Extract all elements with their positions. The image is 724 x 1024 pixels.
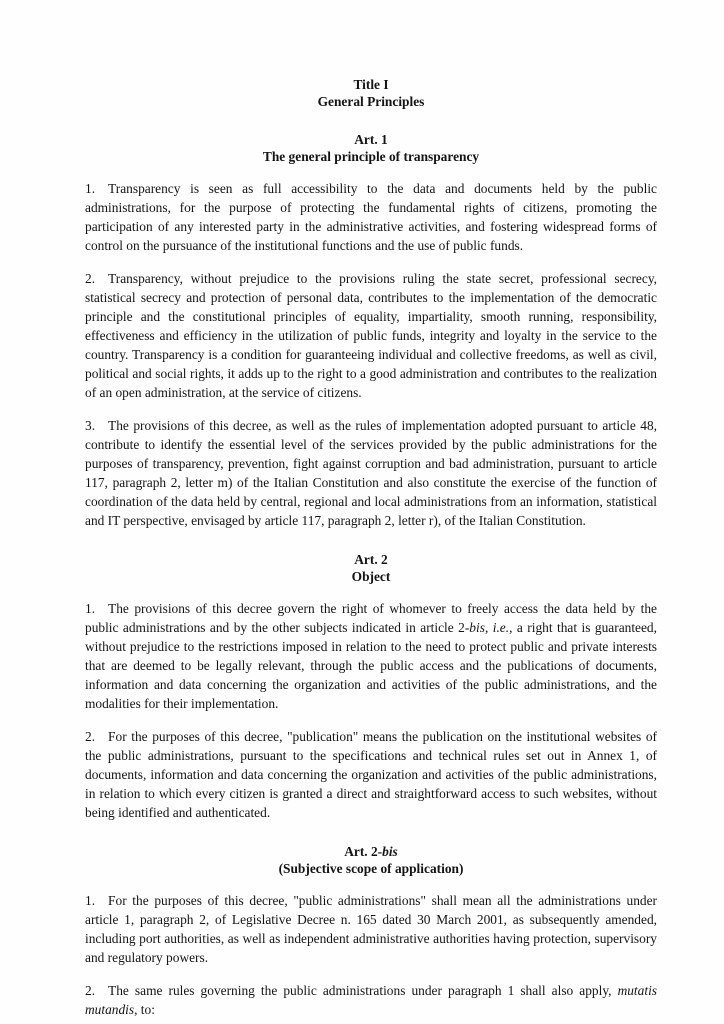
article-2bis-heading — [85, 843, 657, 877]
paragraph-number: 1. — [85, 181, 96, 196]
article-2-paragraph-1 — [85, 599, 657, 713]
paragraph-text: For the purposes of this decree, "public administrations" shall mean all the administrations under article 1, paragraph 2, of Legislative Decree n. 165 dated 30 March 2001, as subsequently amended, including port authorities, as well as independent administrative authorities having protection, supervisory and regulatory powers. — [85, 893, 657, 965]
article-2bis-title: (Subjective scope of application) — [278, 861, 464, 876]
paragraph-number: 3. — [85, 418, 96, 433]
article-2bis-paragraph-1 — [85, 891, 657, 967]
doc-title: Title I — [353, 77, 389, 92]
paragraph-number: 1. — [85, 601, 96, 616]
paragraph-number: 2. — [85, 271, 96, 286]
article-2-heading — [85, 551, 657, 585]
article-2-paragraph-2 — [85, 727, 657, 822]
title-block — [85, 76, 657, 110]
paragraph-number: 2. — [85, 983, 96, 998]
article-1-paragraph-2 — [85, 269, 657, 402]
paragraph-text: The provisions of this decree govern the right of whomever to freely access the data held by the public administrations and by the other subjects indicated in article 2-bis, i.e., a right that is guaranteed, without prejudice to the restrictions imposed in relation to the need to protect public and private interests that are deemed to be legally relevant, through the public access and the publications of documents, information and data concerning the organization and activities of the public administrations, and the modalities for their implementation. — [85, 601, 657, 711]
article-1-heading — [85, 131, 657, 165]
article-2-title: Object — [351, 569, 391, 584]
article-2bis-number: Art. 2-bis — [344, 844, 398, 859]
paragraph-text: Transparency, without prejudice to the provisions ruling the state secret, professional secrecy, statistical secrecy and protection of personal data, contributes to the implementation of the democratic principle and the constitutional principles of equality, impartiality, smooth running, responsibility, effectiveness and efficiency in the utilization of public funds, integrity and loyalty in the service to the country. Transparency is a condition for guaranteeing individual and collective freedoms, as well as civil, political and social rights, it adds up to the right to a good administration and contributes to the realization of an open administration, at the service of citizens. — [85, 271, 657, 400]
paragraph-text: The same rules governing the public administrations under paragraph 1 shall also apply, mutatis mutandis, to: — [85, 983, 657, 1017]
paragraph-text: For the purposes of this decree, "publication" means the publication on the institutional websites of the public administrations, pursuant to the specifications and technical rules set out in Annex 1, of documents, information and data concerning the organization and activities of the public administrations, in relation to which every citizen is granted a direct and straightforward access to such websites, without being identified and authenticated. — [85, 729, 657, 820]
paragraph-number: 1. — [85, 893, 96, 908]
article-2bis-paragraph-2 — [85, 981, 657, 1019]
article-1-paragraph-3 — [85, 416, 657, 530]
article-1-title: The general principle of transparency — [262, 149, 480, 164]
paragraph-text: The provisions of this decree, as well as the rules of implementation adopted pursuant to article 48, contribute to identify the essential level of the services provided by the public administrations for the purposes of transparency, prevention, fight against corruption and bad administration, pursuant to article 117, paragraph 2, letter m) of the Italian Constitution and also constitute the exercise of the function of coordination of the data held by central, regional and local administrations from an information, statistical and IT perspective, envisaged by article 117, paragraph 2, letter r), of the Italian Constitution. — [85, 418, 657, 528]
article-1-number: Art. 1 — [354, 132, 388, 147]
article-1-paragraph-1 — [85, 179, 657, 255]
paragraph-number: 2. — [85, 729, 96, 744]
article-2-number: Art. 2 — [354, 552, 388, 567]
doc-subtitle: General Principles — [317, 94, 425, 109]
paragraph-text: Transparency is seen as full accessibility to the data and documents held by the public administrations, for the purpose of protecting the fundamental rights of citizens, promoting the participation of any interested party in the administrative activities, and fostering widespread forms of control on the pursuance of the institutional functions and the use of public funds. — [85, 181, 657, 253]
